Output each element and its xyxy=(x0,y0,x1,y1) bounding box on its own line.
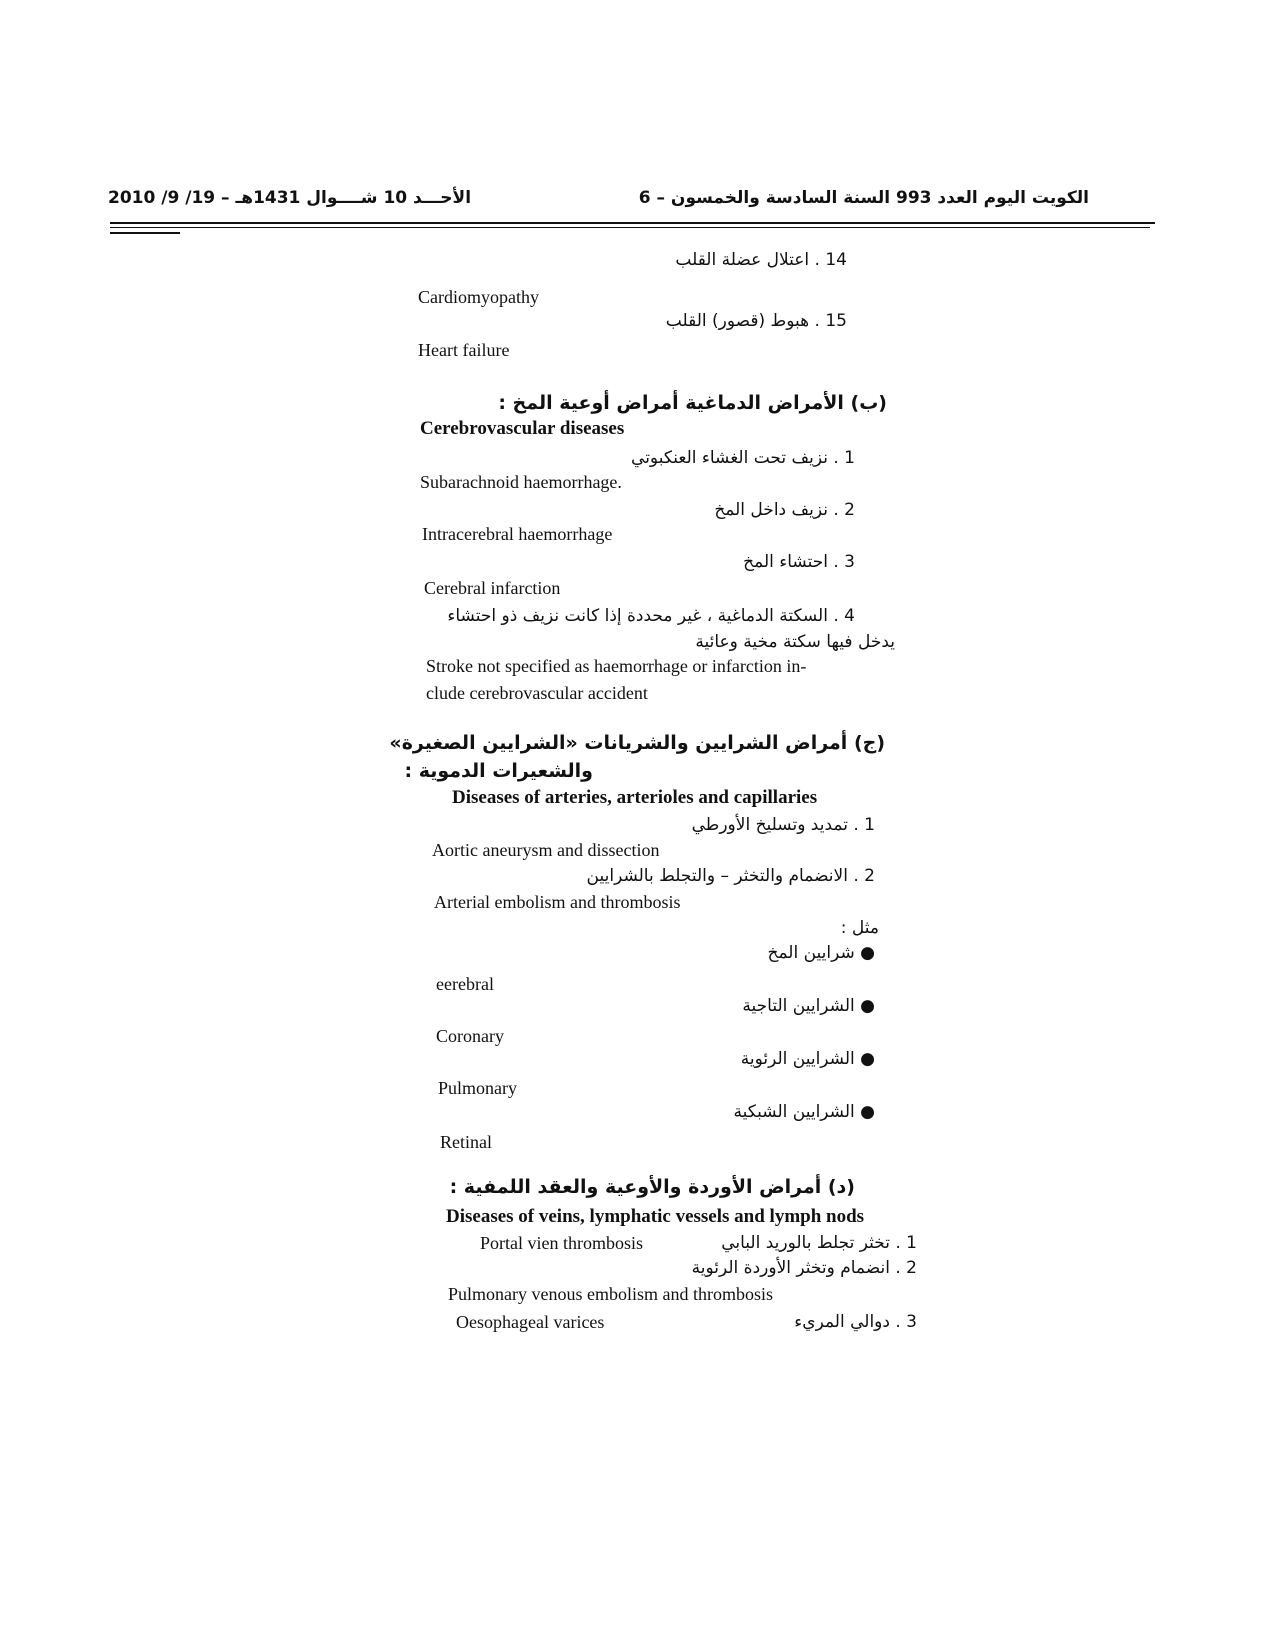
list-item-en: Subarachnoid haemorrhage. xyxy=(420,472,622,492)
list-item-ar-continued: يدخل فيها سكتة مخية وعائية xyxy=(695,632,895,652)
bullet-icon: ● xyxy=(854,1049,875,1069)
bullet-item-ar xyxy=(741,1049,875,1069)
list-item-en: Cerebral infarction xyxy=(424,578,561,598)
bullet-item-ar xyxy=(767,943,875,963)
header-rule-left-accent xyxy=(110,232,180,234)
list-item-en: Pulmonary venous embolism and thrombosis xyxy=(448,1284,773,1304)
header-date: الأحـــد 10 شــــوال 1431هـ – 19/ 9/ 2010 xyxy=(108,188,472,208)
bullet-item-ar xyxy=(734,1102,875,1122)
list-item-ar: 4 . السكتة الدماغية ، غير محددة إذا كانت نزيف ذو احتشاء xyxy=(447,606,855,626)
list-item-en: Arterial embolism and thrombosis xyxy=(434,892,681,912)
bullet-item-ar xyxy=(742,996,875,1016)
bullet-text: الشرايين الشبكية xyxy=(733,1102,855,1122)
list-item-ar: 2 . نزيف داخل المخ xyxy=(714,500,855,520)
header-rule-bottom xyxy=(110,227,1150,228)
section-b-title-en: Cerebrovascular diseases xyxy=(420,418,625,439)
bullet-text: الشرايين الرئوية xyxy=(740,1049,855,1069)
section-b-title-ar: (ب) الأمراض الدماغية أمراض أوعية المخ : xyxy=(498,392,887,414)
bullet-icon: ● xyxy=(854,943,875,963)
list-item-ar: 15 . هبوط (قصور) القلب xyxy=(665,311,847,331)
list-item-ar: 2 . الانضمام والتخثر – والتجلط بالشرايين xyxy=(586,866,875,886)
list-item-ar: 1 . تمديد وتسليخ الأورطي xyxy=(691,815,875,835)
bullet-text: الشرايين التاجية xyxy=(742,996,855,1016)
example-label: مثل : xyxy=(840,918,879,938)
bullet-item-en: Coronary xyxy=(436,1026,504,1046)
bullet-item-en: eerebral xyxy=(436,974,494,994)
list-item-ar: 1 . نزيف تحت الغشاء العنكبوتي xyxy=(631,448,855,468)
list-item-ar: 3 . دوالي المريء xyxy=(794,1312,917,1332)
section-d-title-en: Diseases of veins, lymphatic vessels and lymph nods xyxy=(446,1206,865,1227)
list-item-ar: 3 . احتشاء المخ xyxy=(743,552,855,572)
list-item-en: Intracerebral haemorrhage xyxy=(422,524,613,544)
list-item-ar: 14 . اعتلال عضلة القلب xyxy=(675,250,847,270)
list-item-en-continued: clude cerebrovascular accident xyxy=(426,683,648,703)
bullet-item-en: Pulmonary xyxy=(438,1078,517,1098)
list-item-en: Heart failure xyxy=(418,340,510,360)
bullet-icon: ● xyxy=(854,996,875,1016)
section-d-title-ar: (د) أمراض الأوردة والأوعية والعقد اللمفية : xyxy=(449,1176,855,1198)
list-item-en: Cardiomyopathy xyxy=(418,287,539,307)
list-item-ar: 1 . تخثر تجلط بالوريد البابي xyxy=(721,1233,917,1253)
list-item-en: Oesophageal varices xyxy=(456,1312,605,1332)
section-c-title-ar-continued: والشعيرات الدموية : xyxy=(404,760,593,782)
section-c-title-ar: (ج) أمراض الشرايين والشريانات «الشرايين الصغيرة» xyxy=(389,732,885,754)
list-item-en: Aortic aneurysm and dissection xyxy=(432,840,660,860)
bullet-item-en: Retinal xyxy=(440,1132,492,1152)
bullet-text: شرايين المخ xyxy=(767,943,855,963)
section-c-title-en: Diseases of arteries, arterioles and capillaries xyxy=(452,787,818,808)
header-issue-info: الكويت اليوم العدد 993 السنة السادسة والخمسون – 6 xyxy=(638,188,1089,208)
header-rule-top xyxy=(110,222,1155,224)
list-item-ar: 2 . انضمام وتخثر الأوردة الرئوية xyxy=(691,1258,917,1278)
list-item-en: Portal vien thrombosis xyxy=(480,1233,643,1253)
list-item-en: Stroke not specified as haemorrhage or infarction in- xyxy=(426,656,807,676)
bullet-icon: ● xyxy=(854,1102,875,1122)
